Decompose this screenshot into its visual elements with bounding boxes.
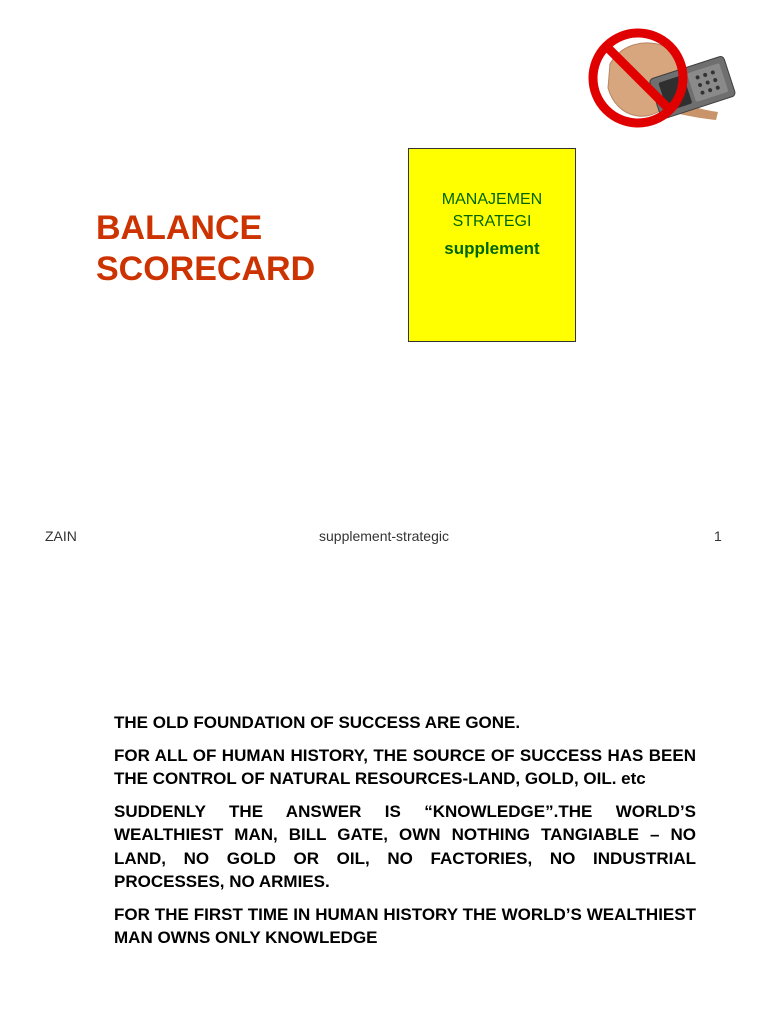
slide-body: [114, 711, 696, 959]
course-label-line-1: MANAJEMEN: [441, 191, 543, 208]
paragraph-2: FOR ALL OF HUMAN HISTORY, THE SOURCE OF SUCCESS HAS BEEN THE CONTROL OF NATURAL RESOURCES-LAND, GOLD, OIL. etc: [114, 745, 696, 788]
slide-2: [0, 560, 768, 1024]
title-line-1: BALANCE: [96, 209, 263, 247]
course-label-line-2: STRATEGI: [452, 213, 532, 230]
footer-author: ZAIN: [45, 528, 77, 544]
slide-title: [96, 208, 315, 290]
paragraph-4: FOR THE FIRST TIME IN HUMAN HISTORY THE WORLD’S WEALTHIEST MAN OWNS ONLY KNOWLEDGE: [114, 904, 696, 947]
paragraph-3: SUDDENLY THE ANSWER IS “KNOWLEDGE”.THE WORLD’S WEALTHIEST MAN, BILL GATE, OWN NOTHING TANGIABLE – NO LAND, NO GOLD OR OIL, NO FACTORIES, NO INDUSTRIAL PROCESSES, NO ARMIES.: [114, 801, 696, 891]
footer-title: supplement-strategic: [319, 528, 449, 544]
course-label-box: [408, 148, 576, 342]
no-phone-icon: [580, 24, 740, 136]
footer-page-number: 1: [714, 528, 722, 544]
course-label-supplement: supplement: [444, 239, 540, 258]
paragraph-1: THE OLD FOUNDATION OF SUCCESS ARE GONE.: [114, 713, 521, 732]
title-line-2: SCORECARD: [96, 250, 316, 288]
